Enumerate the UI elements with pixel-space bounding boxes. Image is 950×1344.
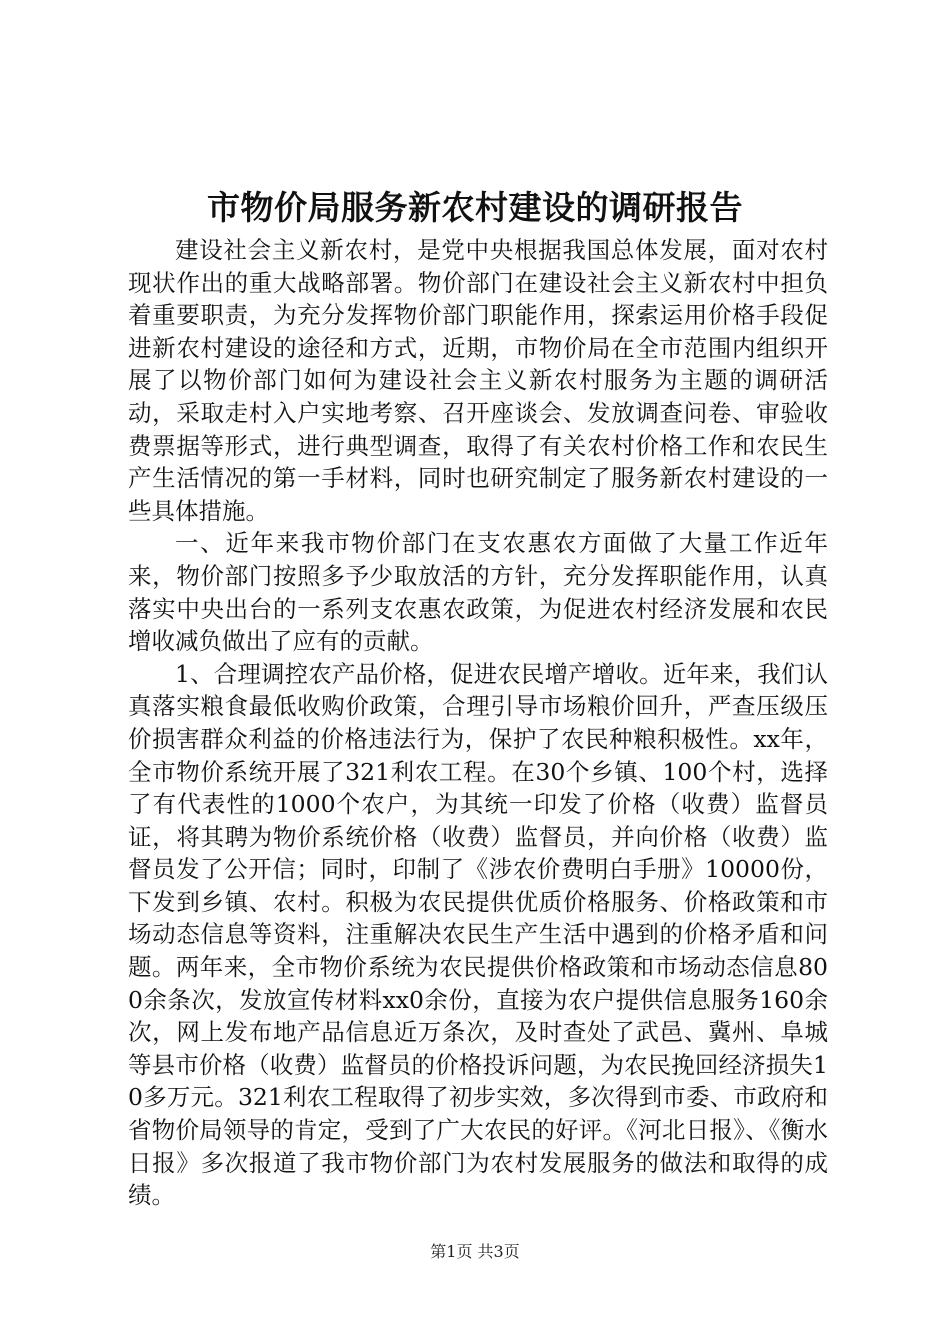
paragraph-section-one: 一、近年来我市物价部门在支农惠农方面做了大量工作近年来，物价部门按照多予少取放活的方针，充分发挥职能作用，认真落实中央出台的一系列支农惠农政策，为促进农村经济发展和农民增收减负做出了应有的贡献。 (128, 529, 828, 656)
page-number-footer: 第1页 共3页 (430, 1242, 520, 1261)
document-body (128, 234, 828, 1212)
document-title: 市物价局服务新农村建设的调研报告 (207, 188, 743, 227)
paragraph-item-one: 1、合理调控农产品价格，促进农民增产增收。近年来，我们认真落实粮食最低收购价政策，合理引导市场粮价回升，严查压级压价损害群众利益的价格违法行为，保护了农民种粮积极性。xx年，全市物价系统开展了321利农工程。在30个乡镇、100个村，选择了有代表性的1000个农户，为其统一印发了价格（收费）监督员证，将其聘为物价系统价格（收费）监督员，并向价格（收费）监督员发了公开信；同时，印制了《涉农价费明白手册》10000份，下发到乡镇、农村。积极为农民提供优质价格服务、价格政策和市场动态信息等资料，注重解决农民生产生活中遇到的价格矛盾和问题。两年来，全市物价系统为农民提供价格政策和市场动态信息800余条次，发放宣传材料xx0余份，直接为农户提供信息服务160余次，网上发布地产品信息近万条次，及时查处了武邑、冀州、阜城等县市价格（收费）监督员的价格投诉问题，为农民挽回经济损失10多万元。321利农工程取得了初步实效，多次得到市委、市政府和省物价局领导的肯定，受到了广大农民的好评。《河北日报》、《衡水日报》多次报道了我市物价部门为农村发展服务的做法和取得的成绩。 (128, 659, 828, 1210)
paragraph-intro: 建设社会主义新农村，是党中央根据我国总体发展，面对农村现状作出的重大战略部署。物价部门在建设社会主义新农村中担负着重要职责，为充分发挥物价部门职能作用，探索运用价格手段促进新农村建设的途径和方式，近期，市物价局在全市范围内组织开展了以物价部门如何为建设社会主义新农村服务为主题的调研活动，采取走村入户实地考察、召开座谈会、发放调查问卷、审验收费票据等形式，进行典型调查，取得了有关农村价格工作和农民生产生活情况的第一手材料，同时也研究制定了服务新农村建设的一些具体措施。 (128, 236, 828, 525)
